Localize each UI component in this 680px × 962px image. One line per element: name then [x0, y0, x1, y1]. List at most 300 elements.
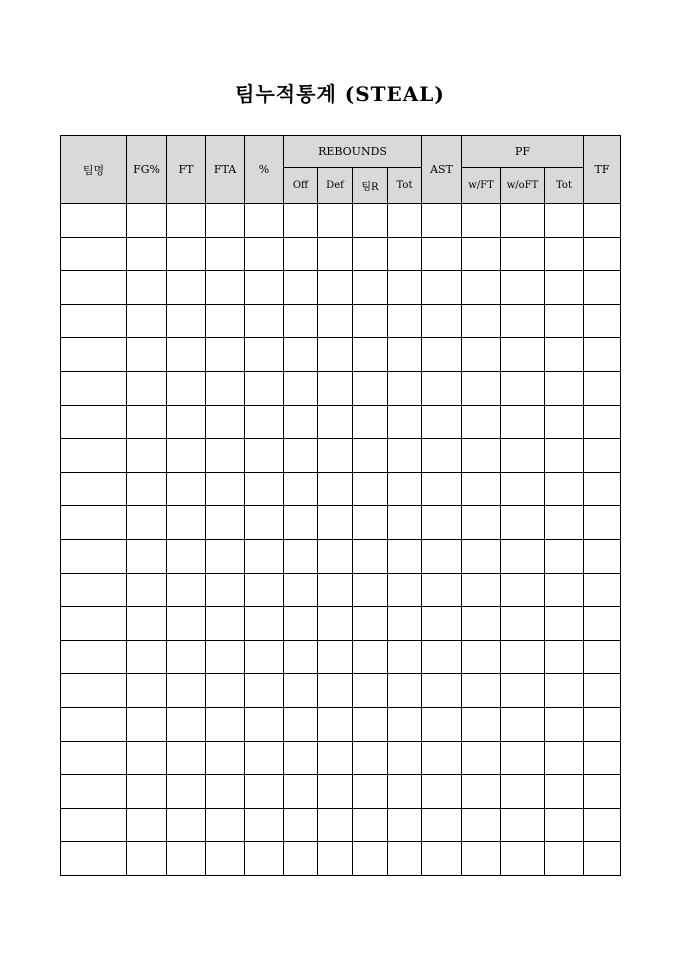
table-cell[interactable]: [422, 338, 462, 372]
table-cell[interactable]: [545, 539, 584, 573]
table-cell[interactable]: [422, 539, 462, 573]
table-cell[interactable]: [353, 607, 388, 641]
table-cell[interactable]: [501, 439, 545, 473]
table-cell[interactable]: [61, 674, 127, 708]
table-cell[interactable]: [501, 304, 545, 338]
table-cell[interactable]: [501, 808, 545, 842]
table-cell[interactable]: [245, 707, 284, 741]
table-cell[interactable]: [462, 472, 501, 506]
table-cell[interactable]: [501, 640, 545, 674]
table-cell[interactable]: [462, 271, 501, 305]
table-cell[interactable]: [245, 674, 284, 708]
table-cell[interactable]: [206, 338, 245, 372]
table-cell[interactable]: [422, 405, 462, 439]
table-cell[interactable]: [284, 808, 318, 842]
table-cell[interactable]: [245, 439, 284, 473]
table-cell[interactable]: [318, 271, 353, 305]
table-cell[interactable]: [501, 674, 545, 708]
table-row: [61, 271, 621, 305]
table-cell[interactable]: [545, 472, 584, 506]
table-cell[interactable]: [545, 304, 584, 338]
table-cell[interactable]: [167, 640, 206, 674]
table-cell[interactable]: [545, 405, 584, 439]
table-cell[interactable]: [206, 674, 245, 708]
table-cell[interactable]: [462, 204, 501, 238]
table-cell[interactable]: [353, 808, 388, 842]
table-cell[interactable]: [422, 472, 462, 506]
table-cell[interactable]: [545, 707, 584, 741]
table-cell[interactable]: [388, 338, 422, 372]
table-cell[interactable]: [501, 842, 545, 876]
table-cell[interactable]: [388, 775, 422, 809]
table-cell[interactable]: [206, 775, 245, 809]
table-cell[interactable]: [318, 506, 353, 540]
table-cell[interactable]: [462, 338, 501, 372]
table-cell[interactable]: [167, 439, 206, 473]
table-cell[interactable]: [584, 439, 621, 473]
table-cell[interactable]: [545, 506, 584, 540]
table-row: [61, 607, 621, 641]
table-cell[interactable]: [353, 371, 388, 405]
table-cell[interactable]: [206, 607, 245, 641]
table-cell[interactable]: [206, 472, 245, 506]
table-cell[interactable]: [353, 338, 388, 372]
table-cell[interactable]: [127, 842, 167, 876]
table-cell[interactable]: [584, 707, 621, 741]
table-cell[interactable]: [584, 640, 621, 674]
table-cell[interactable]: [206, 371, 245, 405]
table-cell[interactable]: [318, 472, 353, 506]
table-cell[interactable]: [284, 539, 318, 573]
table-cell[interactable]: [245, 405, 284, 439]
header-fg-pct: FG%: [127, 136, 167, 204]
table-cell[interactable]: [245, 304, 284, 338]
table-cell[interactable]: [318, 640, 353, 674]
table-cell[interactable]: [422, 304, 462, 338]
table-cell[interactable]: [584, 674, 621, 708]
table-cell[interactable]: [501, 539, 545, 573]
table-cell[interactable]: [353, 573, 388, 607]
table-cell[interactable]: [388, 371, 422, 405]
table-cell[interactable]: [545, 371, 584, 405]
table-cell[interactable]: [545, 808, 584, 842]
table-cell[interactable]: [127, 439, 167, 473]
table-cell[interactable]: [353, 405, 388, 439]
table-cell[interactable]: [501, 405, 545, 439]
table-cell[interactable]: [422, 237, 462, 271]
table-cell[interactable]: [167, 204, 206, 238]
table-cell[interactable]: [61, 271, 127, 305]
table-cell[interactable]: [245, 640, 284, 674]
table-cell[interactable]: [353, 741, 388, 775]
table-cell[interactable]: [422, 439, 462, 473]
table-cell[interactable]: [545, 573, 584, 607]
table-cell[interactable]: [284, 707, 318, 741]
table-cell[interactable]: [584, 271, 621, 305]
table-cell[interactable]: [318, 607, 353, 641]
table-cell[interactable]: [422, 506, 462, 540]
table-cell[interactable]: [61, 741, 127, 775]
table-cell[interactable]: [167, 607, 206, 641]
table-cell[interactable]: [318, 842, 353, 876]
table-cell[interactable]: [245, 371, 284, 405]
table-cell[interactable]: [462, 304, 501, 338]
table-cell[interactable]: [545, 439, 584, 473]
table-cell[interactable]: [501, 371, 545, 405]
table-cell[interactable]: [206, 573, 245, 607]
table-cell[interactable]: [245, 204, 284, 238]
table-cell[interactable]: [584, 539, 621, 573]
table-cell[interactable]: [318, 405, 353, 439]
table-cell[interactable]: [127, 271, 167, 305]
table-cell[interactable]: [284, 842, 318, 876]
table-cell[interactable]: [545, 674, 584, 708]
table-cell[interactable]: [584, 472, 621, 506]
table-cell[interactable]: [388, 573, 422, 607]
table-cell[interactable]: [462, 405, 501, 439]
table-cell[interactable]: [353, 707, 388, 741]
table-cell[interactable]: [206, 439, 245, 473]
table-cell[interactable]: [318, 439, 353, 473]
table-cell[interactable]: [388, 808, 422, 842]
table-cell[interactable]: [61, 204, 127, 238]
table-cell[interactable]: [388, 304, 422, 338]
table-cell[interactable]: [388, 506, 422, 540]
table-cell[interactable]: [353, 775, 388, 809]
table-cell[interactable]: [422, 775, 462, 809]
table-cell[interactable]: [127, 371, 167, 405]
table-cell[interactable]: [462, 674, 501, 708]
table-cell[interactable]: [501, 607, 545, 641]
table-cell[interactable]: [501, 237, 545, 271]
table-cell[interactable]: [388, 674, 422, 708]
table-cell[interactable]: [206, 808, 245, 842]
table-cell[interactable]: [245, 741, 284, 775]
table-cell[interactable]: [353, 674, 388, 708]
table-cell[interactable]: [318, 707, 353, 741]
table-cell[interactable]: [127, 237, 167, 271]
table-cell[interactable]: [501, 506, 545, 540]
table-cell[interactable]: [167, 371, 206, 405]
table-cell[interactable]: [206, 539, 245, 573]
table-cell[interactable]: [422, 640, 462, 674]
table-cell[interactable]: [501, 472, 545, 506]
table-cell[interactable]: [501, 707, 545, 741]
table-cell[interactable]: [584, 741, 621, 775]
table-cell[interactable]: [127, 808, 167, 842]
table-cell[interactable]: [284, 271, 318, 305]
table-cell[interactable]: [167, 741, 206, 775]
table-cell[interactable]: [462, 237, 501, 271]
table-cell[interactable]: [545, 775, 584, 809]
table-cell[interactable]: [353, 640, 388, 674]
table-cell[interactable]: [422, 204, 462, 238]
table-cell[interactable]: [206, 204, 245, 238]
table-cell[interactable]: [245, 573, 284, 607]
table-cell[interactable]: [167, 539, 206, 573]
table-cell[interactable]: [284, 674, 318, 708]
table-cell[interactable]: [584, 204, 621, 238]
table-cell[interactable]: [353, 237, 388, 271]
table-cell[interactable]: [61, 607, 127, 641]
table-cell[interactable]: [462, 439, 501, 473]
table-cell[interactable]: [462, 506, 501, 540]
table-cell[interactable]: [318, 539, 353, 573]
table-cell[interactable]: [167, 842, 206, 876]
table-cell[interactable]: [422, 808, 462, 842]
table-cell[interactable]: [388, 842, 422, 876]
table-cell[interactable]: [61, 775, 127, 809]
table-cell[interactable]: [353, 271, 388, 305]
table-cell[interactable]: [545, 338, 584, 372]
table-cell[interactable]: [206, 271, 245, 305]
table-cell[interactable]: [61, 640, 127, 674]
header-ft: FT: [167, 136, 206, 204]
table-cell[interactable]: [127, 775, 167, 809]
table-cell[interactable]: [353, 439, 388, 473]
table-cell[interactable]: [422, 674, 462, 708]
table-cell[interactable]: [167, 405, 206, 439]
table-cell[interactable]: [318, 741, 353, 775]
table-cell[interactable]: [61, 539, 127, 573]
table-cell[interactable]: [167, 808, 206, 842]
table-cell[interactable]: [388, 405, 422, 439]
table-cell[interactable]: [245, 472, 284, 506]
table-cell[interactable]: [584, 506, 621, 540]
table-cell[interactable]: [318, 573, 353, 607]
table-cell[interactable]: [462, 539, 501, 573]
table-cell[interactable]: [61, 304, 127, 338]
table-cell[interactable]: [353, 204, 388, 238]
table-row: [61, 304, 621, 338]
header-pf-tot: Tot: [545, 168, 584, 204]
table-cell[interactable]: [284, 237, 318, 271]
table-cell[interactable]: [318, 775, 353, 809]
table-cell[interactable]: [353, 304, 388, 338]
table-cell[interactable]: [284, 338, 318, 372]
table-cell[interactable]: [353, 539, 388, 573]
table-cell[interactable]: [245, 808, 284, 842]
table-cell[interactable]: [284, 304, 318, 338]
table-cell[interactable]: [61, 573, 127, 607]
table-cell[interactable]: [545, 237, 584, 271]
table-cell[interactable]: [206, 707, 245, 741]
table-cell[interactable]: [545, 271, 584, 305]
table-cell[interactable]: [388, 472, 422, 506]
table-cell[interactable]: [462, 775, 501, 809]
table-cell[interactable]: [127, 338, 167, 372]
table-cell[interactable]: [318, 674, 353, 708]
table-cell[interactable]: [388, 204, 422, 238]
table-cell[interactable]: [422, 842, 462, 876]
table-cell[interactable]: [245, 607, 284, 641]
table-cell[interactable]: [501, 741, 545, 775]
table-cell[interactable]: [422, 371, 462, 405]
table-cell[interactable]: [61, 338, 127, 372]
table-cell[interactable]: [127, 472, 167, 506]
table-cell[interactable]: [545, 204, 584, 238]
table-cell[interactable]: [127, 405, 167, 439]
table-cell[interactable]: [388, 271, 422, 305]
table-cell[interactable]: [584, 237, 621, 271]
table-cell[interactable]: [388, 237, 422, 271]
table-cell[interactable]: [167, 338, 206, 372]
table-cell[interactable]: [167, 674, 206, 708]
table-cell[interactable]: [462, 808, 501, 842]
table-cell[interactable]: [127, 506, 167, 540]
table-cell[interactable]: [584, 371, 621, 405]
table-cell[interactable]: [127, 741, 167, 775]
table-cell[interactable]: [501, 573, 545, 607]
table-cell[interactable]: [545, 741, 584, 775]
table-cell[interactable]: [584, 607, 621, 641]
table-cell[interactable]: [353, 506, 388, 540]
table-cell[interactable]: [422, 607, 462, 641]
table-cell[interactable]: [462, 607, 501, 641]
table-cell[interactable]: [284, 506, 318, 540]
table-cell[interactable]: [388, 640, 422, 674]
table-cell[interactable]: [284, 371, 318, 405]
header-reb-tot: Tot: [388, 168, 422, 204]
table-cell[interactable]: [206, 842, 245, 876]
table-cell[interactable]: [584, 573, 621, 607]
table-cell[interactable]: [318, 237, 353, 271]
table-cell[interactable]: [61, 808, 127, 842]
table-cell[interactable]: [284, 775, 318, 809]
table-cell[interactable]: [284, 405, 318, 439]
table-cell[interactable]: [61, 506, 127, 540]
table-cell[interactable]: [584, 842, 621, 876]
table-cell[interactable]: [501, 338, 545, 372]
table-cell[interactable]: [545, 607, 584, 641]
table-cell[interactable]: [206, 640, 245, 674]
table-row: [61, 338, 621, 372]
table-cell[interactable]: [127, 640, 167, 674]
table-cell[interactable]: [284, 573, 318, 607]
table-cell[interactable]: [127, 573, 167, 607]
header-pf-woft: w/oFT: [501, 168, 545, 204]
table-cell[interactable]: [318, 338, 353, 372]
table-cell[interactable]: [206, 506, 245, 540]
header-team-name: 팀명: [61, 136, 127, 204]
table-cell[interactable]: [284, 439, 318, 473]
table-cell[interactable]: [284, 472, 318, 506]
table-cell[interactable]: [167, 271, 206, 305]
table-cell[interactable]: [245, 775, 284, 809]
table-cell[interactable]: [61, 707, 127, 741]
table-cell[interactable]: [61, 405, 127, 439]
table-cell[interactable]: [245, 539, 284, 573]
table-cell[interactable]: [584, 405, 621, 439]
table-cell[interactable]: [284, 640, 318, 674]
table-cell[interactable]: [501, 775, 545, 809]
table-cell[interactable]: [167, 506, 206, 540]
table-cell[interactable]: [206, 741, 245, 775]
table-cell[interactable]: [127, 607, 167, 641]
header-reb-off: Off: [284, 168, 318, 204]
header-fta: FTA: [206, 136, 245, 204]
table-cell[interactable]: [388, 607, 422, 641]
table-cell[interactable]: [462, 741, 501, 775]
table-cell[interactable]: [127, 304, 167, 338]
table-cell[interactable]: [353, 472, 388, 506]
table-cell[interactable]: [353, 842, 388, 876]
table-cell[interactable]: [61, 472, 127, 506]
table-cell[interactable]: [318, 304, 353, 338]
table-cell[interactable]: [422, 741, 462, 775]
table-row: [61, 707, 621, 741]
table-cell[interactable]: [422, 271, 462, 305]
table-cell[interactable]: [388, 707, 422, 741]
table-cell[interactable]: [61, 439, 127, 473]
table-cell[interactable]: [206, 237, 245, 271]
table-cell[interactable]: [245, 237, 284, 271]
table-cell[interactable]: [462, 640, 501, 674]
table-cell[interactable]: [245, 271, 284, 305]
table-cell[interactable]: [501, 204, 545, 238]
table-cell[interactable]: [318, 808, 353, 842]
table-cell[interactable]: [167, 237, 206, 271]
table-cell[interactable]: [318, 371, 353, 405]
table-row: [61, 808, 621, 842]
table-cell[interactable]: [422, 707, 462, 741]
table-cell[interactable]: [167, 775, 206, 809]
table-cell[interactable]: [462, 371, 501, 405]
table-row: [61, 371, 621, 405]
table-cell[interactable]: [206, 405, 245, 439]
table-row: [61, 506, 621, 540]
table-cell[interactable]: [501, 271, 545, 305]
table-cell[interactable]: [284, 204, 318, 238]
table-cell[interactable]: [167, 304, 206, 338]
table-cell[interactable]: [388, 539, 422, 573]
table-cell[interactable]: [422, 573, 462, 607]
table-row: [61, 775, 621, 809]
table-cell[interactable]: [127, 539, 167, 573]
table-cell[interactable]: [245, 338, 284, 372]
table-cell[interactable]: [167, 472, 206, 506]
table-row: [61, 674, 621, 708]
table-cell[interactable]: [167, 573, 206, 607]
table-cell[interactable]: [462, 573, 501, 607]
table-cell[interactable]: [318, 204, 353, 238]
table-cell[interactable]: [584, 775, 621, 809]
table-cell[interactable]: [284, 741, 318, 775]
table-cell[interactable]: [61, 842, 127, 876]
table-cell[interactable]: [584, 808, 621, 842]
table-row: [61, 204, 621, 238]
table-cell[interactable]: [245, 506, 284, 540]
table-cell[interactable]: [167, 707, 206, 741]
table-cell[interactable]: [245, 842, 284, 876]
table-cell[interactable]: [206, 304, 245, 338]
table-cell[interactable]: [284, 607, 318, 641]
table-cell[interactable]: [61, 237, 127, 271]
table-cell[interactable]: [127, 707, 167, 741]
table-cell[interactable]: [127, 204, 167, 238]
table-row: [61, 472, 621, 506]
table-cell[interactable]: [388, 439, 422, 473]
table-cell[interactable]: [462, 842, 501, 876]
table-cell[interactable]: [462, 707, 501, 741]
table-cell[interactable]: [545, 640, 584, 674]
table-cell[interactable]: [127, 674, 167, 708]
table-cell[interactable]: [388, 741, 422, 775]
table-cell[interactable]: [545, 842, 584, 876]
table-cell[interactable]: [61, 371, 127, 405]
table-cell[interactable]: [584, 304, 621, 338]
table-cell[interactable]: [584, 338, 621, 372]
